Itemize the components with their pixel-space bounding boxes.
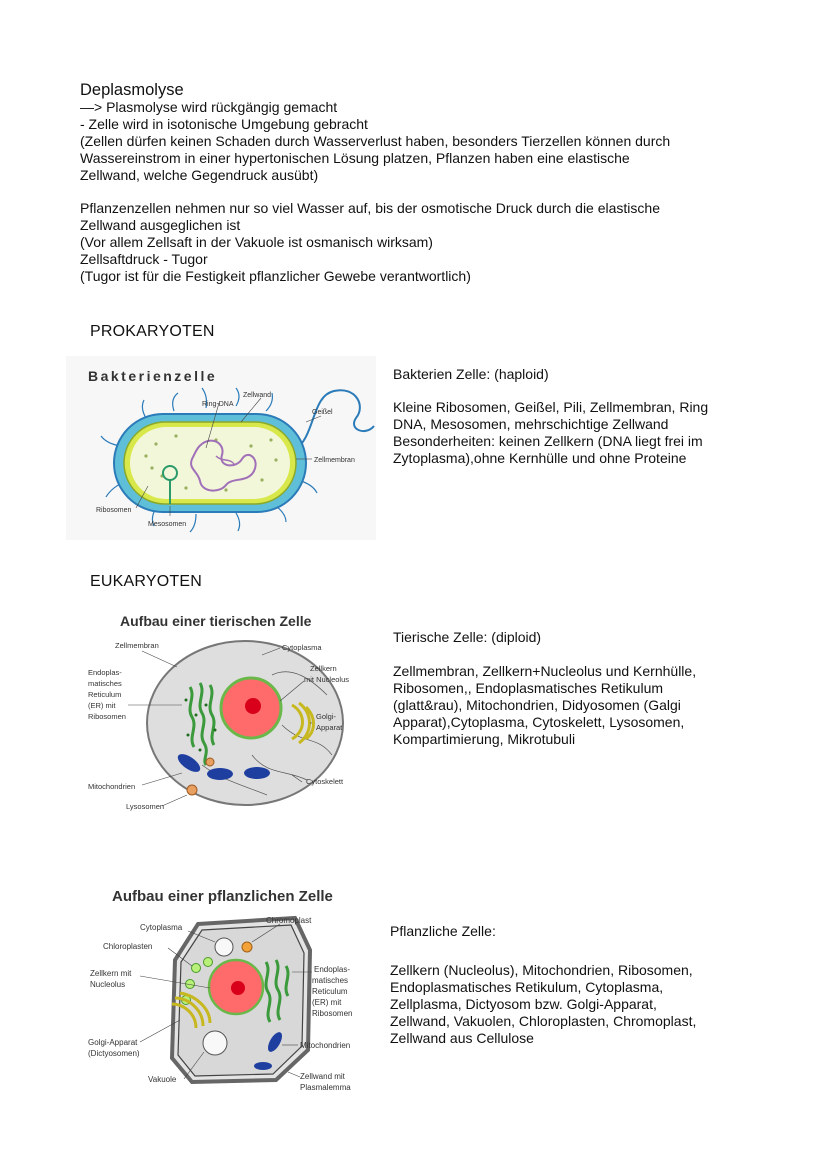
label-lysosomen: Lysosomen [126,802,165,811]
label-zellwand: Plasmalemma [300,1083,351,1092]
lysosome [206,758,214,766]
intro-para2-line: Zellsaftdruck - Tugor [80,251,208,267]
label-zellmembran: Zellmembran [115,641,159,650]
label-zellkern: Zellkern [310,664,337,673]
tier-body-line: Zellmembran, Zellkern+Nucleolus und Kernhülle, [393,663,697,679]
label-er: Endoplas- [88,668,122,677]
label-zellkern: Zellkern mit [90,969,132,978]
chromoplast [242,942,252,952]
label-er: Ribosomen [88,712,126,721]
figure-title: Aufbau einer tierischen Zelle [120,613,312,629]
nucleolus [245,698,261,714]
intro-line: - Zelle wird in isotonische Umgebung gebracht [80,116,368,132]
label-mitochondrien: Mitochondrien [88,782,136,791]
label-er: matisches [88,679,122,688]
label-mesosomen: Mesosomen [148,521,187,528]
tier-caption: Tierische Zelle: (diploid) [393,629,542,645]
tier-body-line: Ribosomen,, Endoplasmatisches Retikulum [393,680,664,696]
figure-title: Aufbau einer pflanzlichen Zelle [112,888,333,905]
pflanze-body-line: Zellwand aus Cellulose [390,1030,534,1046]
label-er: (ER) mit [88,701,116,710]
label-zellwand: Zellwand mit [300,1072,345,1081]
cytoplasm [130,427,290,499]
section-heading-prokaryoten: PROKARYOTEN [90,323,215,340]
prokaryoten-body-line: Zytoplasma),ohne Kernhülle und ohne Proteine [393,450,687,466]
prokaryoten-body-line: Besonderheiten: keinen Zellkern (DNA liegt frei im [393,433,703,449]
label-er: Endoplas- [314,965,351,974]
intro-para2-line: Pflanzenzellen nehmen nur so viel Wasser auf, bis der osmotische Druck durch die elastische [80,200,660,216]
mitochondrion [244,767,270,779]
label-zellmembran: Zellmembran [314,457,355,464]
pflanze-body-line: Zellkern (Nucleolus), Mitochondrien, Ribosomen, [390,962,693,978]
vacuole [215,938,233,956]
label-cytoskelett: Cytoskelett [306,777,344,786]
intro-para2-line: (Vor allem Zellsaft in der Vakuole ist osmanisch wirksam) [80,234,433,250]
bacteria-cell-figure [66,356,376,540]
animal-cell-figure [82,605,374,835]
prokaryoten-body-line: Kleine Ribosomen, Geißel, Pili, Zellmembran, Ring [393,399,709,415]
label-golgi: Golgi-Apparat [88,1038,138,1047]
label-er: (ER) mit [312,998,342,1007]
label-er: Reticulum [312,987,348,996]
pflanze-body-line: Zellplasma, Dictyosom bzw. Golgi-Apparat, [390,996,657,1012]
intro-line: (Zellen dürfen keinen Schaden durch Wasserverlust haben, besonders Tierzellen können durch [80,133,671,149]
plant-cell-figure [80,880,372,1102]
label-mitochondrien: Mitochondrien [300,1041,351,1050]
intro-line: Zellwand, welche Gegendruck ausübt) [80,167,319,183]
label-golgi: Golgi- [316,712,337,721]
lysosome [187,785,197,795]
label-ring-dna: Ring-DNA [202,401,234,408]
figure-title: Bakterienzelle [88,368,218,384]
prokaryoten-body-line: DNA, Mesosomen, mehrschichtige Zellwand [393,416,669,432]
section-heading-eukaryoten: EUKARYOTEN [90,573,202,590]
label-er: matisches [312,976,349,985]
vacuole [203,1031,227,1055]
label-golgi: Apparat [316,723,343,732]
label-chromoplast: Chromoplast [266,916,312,925]
label-golgi: (Dictyosomen) [88,1049,140,1058]
intro-para2-line: Zellwand ausgeglichen ist [80,217,241,233]
mitochondrion [207,768,233,780]
label-geissel: Geißel [312,409,333,416]
tier-body-line: Apparat),Cytoplasma, Cytoskelett, Lysosomen, [393,714,685,730]
label-er: Reticulum [88,690,122,699]
label-zellkern: Nucleolus [90,980,126,989]
label-chloroplasten: Chloroplasten [103,942,153,951]
label-zellkern: mit Nucleolus [304,675,350,684]
intro-para2-line: (Tugor ist für die Festigkeit pflanzlicher Gewebe verantwortlich) [80,268,471,284]
nucleolus [231,981,245,995]
label-cytoplasma: Cytoplasma [140,923,183,932]
label-er: Ribosomen [312,1009,353,1018]
label-ribosomen: Ribosomen [96,507,132,514]
mitochondrion [254,1062,272,1070]
prokaryoten-caption: Bakterien Zelle: (haploid) [393,366,549,382]
pflanze-body-line: Endoplasmatisches Retikulum, Cytoplasma, [390,979,664,995]
tier-body-line: (glatt&rau), Mitochondrien, Didyosomen (Galgi [393,697,681,713]
tier-body-line: Kompartimierung, Mikrotubuli [393,731,576,747]
intro-line: Wassereinstrom in einer hypertonischen Lösung platzen, Pflanzen haben eine elastische [80,150,630,166]
pflanze-caption: Pflanzliche Zelle: [390,923,496,939]
pflanze-body-line: Zellwand, Vakuolen, Chloroplasten, Chromoplast, [390,1013,697,1029]
label-zellwand: Zellwand [243,392,272,399]
page-title: Deplasmolyse [80,81,184,99]
label-cytoplasma: Cytoplasma [282,643,322,652]
intro-line: —> Plasmolyse wird rückgängig gemacht [80,99,338,115]
label-vakuole: Vakuole [148,1075,177,1084]
